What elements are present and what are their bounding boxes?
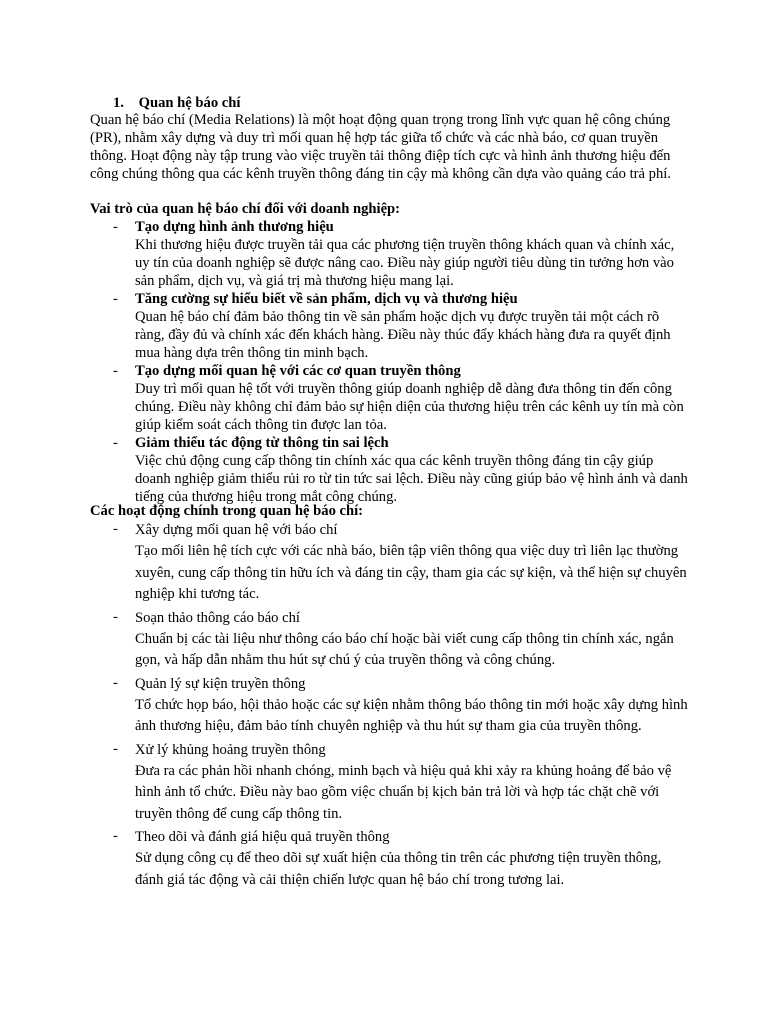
list-dash: - [113,521,118,537]
intro-paragraph: Quan hệ báo chí (Media Relations) là một hoạt động quan trọng trong lĩnh vực quan hệ công chúng (PR), nhằm xây dựng và duy trì mối quan hệ hợp tác giữa tổ chức và các nhà báo, cơ quan truyền thông. Hoạt động này tập trung vào việc truyền tải thông điệp tích cực và hình ảnh thương hiệu đến công chúng thông qua các kênh truyền thông đáng tin cậy mà không cần dựa vào quảng cáo trả phí. [90,112,671,182]
list-item [90,608,690,672]
roles-title: Vai trò của quan hệ báo chí đối với doanh nghiệp: [90,201,401,217]
heading-title: Quan hệ báo chí [138,95,241,111]
item-body: Đưa ra các phản hồi nhanh chóng, minh bạch và hiệu quả khi xảy ra khủng hoảng để bảo vệ hình ảnh tổ chức. Điều này bao gồm việc chuẩn bị kịch bản trả lời và hợp tác chặt chẽ với truyền thông để cung cấp thông tin. [135,762,672,822]
item-body: Tạo mối liên hệ tích cực với các nhà báo, biên tập viên thông qua việc duy trì liên lạc thường xuyên, cung cấp thông tin hữu ích và đáng tin cậy, tham gia các sự kiện, và thể hiện sự chuyên nghiệp khi tương tác. [135,543,687,602]
item-title: Soạn thảo thông cáo báo chí [135,609,300,626]
heading-number: 1. [113,95,124,111]
list-dash: - [113,219,118,235]
list-item [90,520,690,606]
item-title: Xây dựng mối quan hệ với báo chí [135,522,338,538]
list-item [90,674,690,738]
list-dash: - [113,363,118,379]
item-title: Tạo dựng mối quan hệ với các cơ quan truyền thông [135,363,461,379]
list-dash: - [113,828,118,844]
list-item [90,740,690,826]
list-dash: - [113,674,118,691]
item-body: Quan hệ báo chí đảm bảo thông tin về sản phẩm hoặc dịch vụ được truyền tải một cách rõ ràng, đầy đủ và chính xác đến khách hàng. Điều này thúc đẩy khách hàng đưa ra quyết định mua hàng dựa trên thông tin minh bạch. [135,309,671,361]
item-body: Tổ chức họp báo, hội thảo hoặc các sự kiện nhằm thông báo thông tin mới hoặc xây dựng hình ảnh thương hiệu, đảm bảo tính chuyên nghiệp và thu hút sự tham gia của truyền thông. [135,696,688,734]
item-title: Tạo dựng hình ảnh thương hiệu [135,219,334,235]
item-title: Theo dõi và đánh giá hiệu quả truyền thông [135,829,390,845]
roles-section [90,200,690,506]
item-title: Tăng cường sự hiểu biết về sản phẩm, dịch vụ và thương hiệu [135,291,518,307]
item-body: Sử dụng công cụ để theo dõi sự xuất hiện của thông tin trên các phương tiện truyền thông, đánh giá tác động và cải thiện chiến lược quan hệ báo chí trong tương lai. [135,850,662,888]
list-item [90,218,690,290]
list-item [90,434,690,506]
list-dash: - [113,740,118,757]
list-item [90,827,690,891]
list-dash: - [113,291,118,307]
list-dash: - [113,608,118,625]
item-title: Xử lý khủng hoảng truyền thông [135,741,326,758]
activities-section [90,502,690,891]
list-item [90,290,690,362]
item-body: Chuẩn bị các tài liệu như thông cáo báo chí hoặc bài viết cung cấp thông tin chính xác, ngắn gọn, và hấp dẫn nhằm thu hút sự chú ý của truyền thông và công chúng. [135,630,674,668]
item-title: Quản lý sự kiện truyền thông [135,675,306,692]
item-title: Giảm thiểu tác động từ thông tin sai lệch [135,435,389,451]
list-dash: - [113,435,118,451]
item-body: Việc chủ động cung cấp thông tin chính xác qua các kênh truyền thông đáng tin cậy giúp doanh nghiệp giảm thiểu rủi ro từ tin tức sai lệch. Điều này cũng giúp bảo vệ hình ảnh và danh tiếng của thương hiệu trong mắt công chúng. [135,453,688,505]
section-heading [113,94,240,112]
item-body: Khi thương hiệu được truyền tải qua các phương tiện truyền thông khách quan và chính xác, uy tín của doanh nghiệp sẽ được nâng cao. Điều này giúp người tiêu dùng tin tưởng hơn vào sản phẩm, dịch vụ, và giá trị mà thương hiệu mang lại. [135,237,675,289]
list-item [90,362,690,434]
item-body: Duy trì mối quan hệ tốt với truyền thông giúp doanh nghiệp dễ dàng đưa thông tin đến công chúng. Điều này không chỉ đảm bảo sự hiện diện của thương hiệu trên các kênh uy tín mà còn giúp kiểm soát cách thông tin được lan tỏa. [135,381,684,433]
activities-title: Các hoạt động chính trong quan hệ báo chí: [90,503,364,519]
